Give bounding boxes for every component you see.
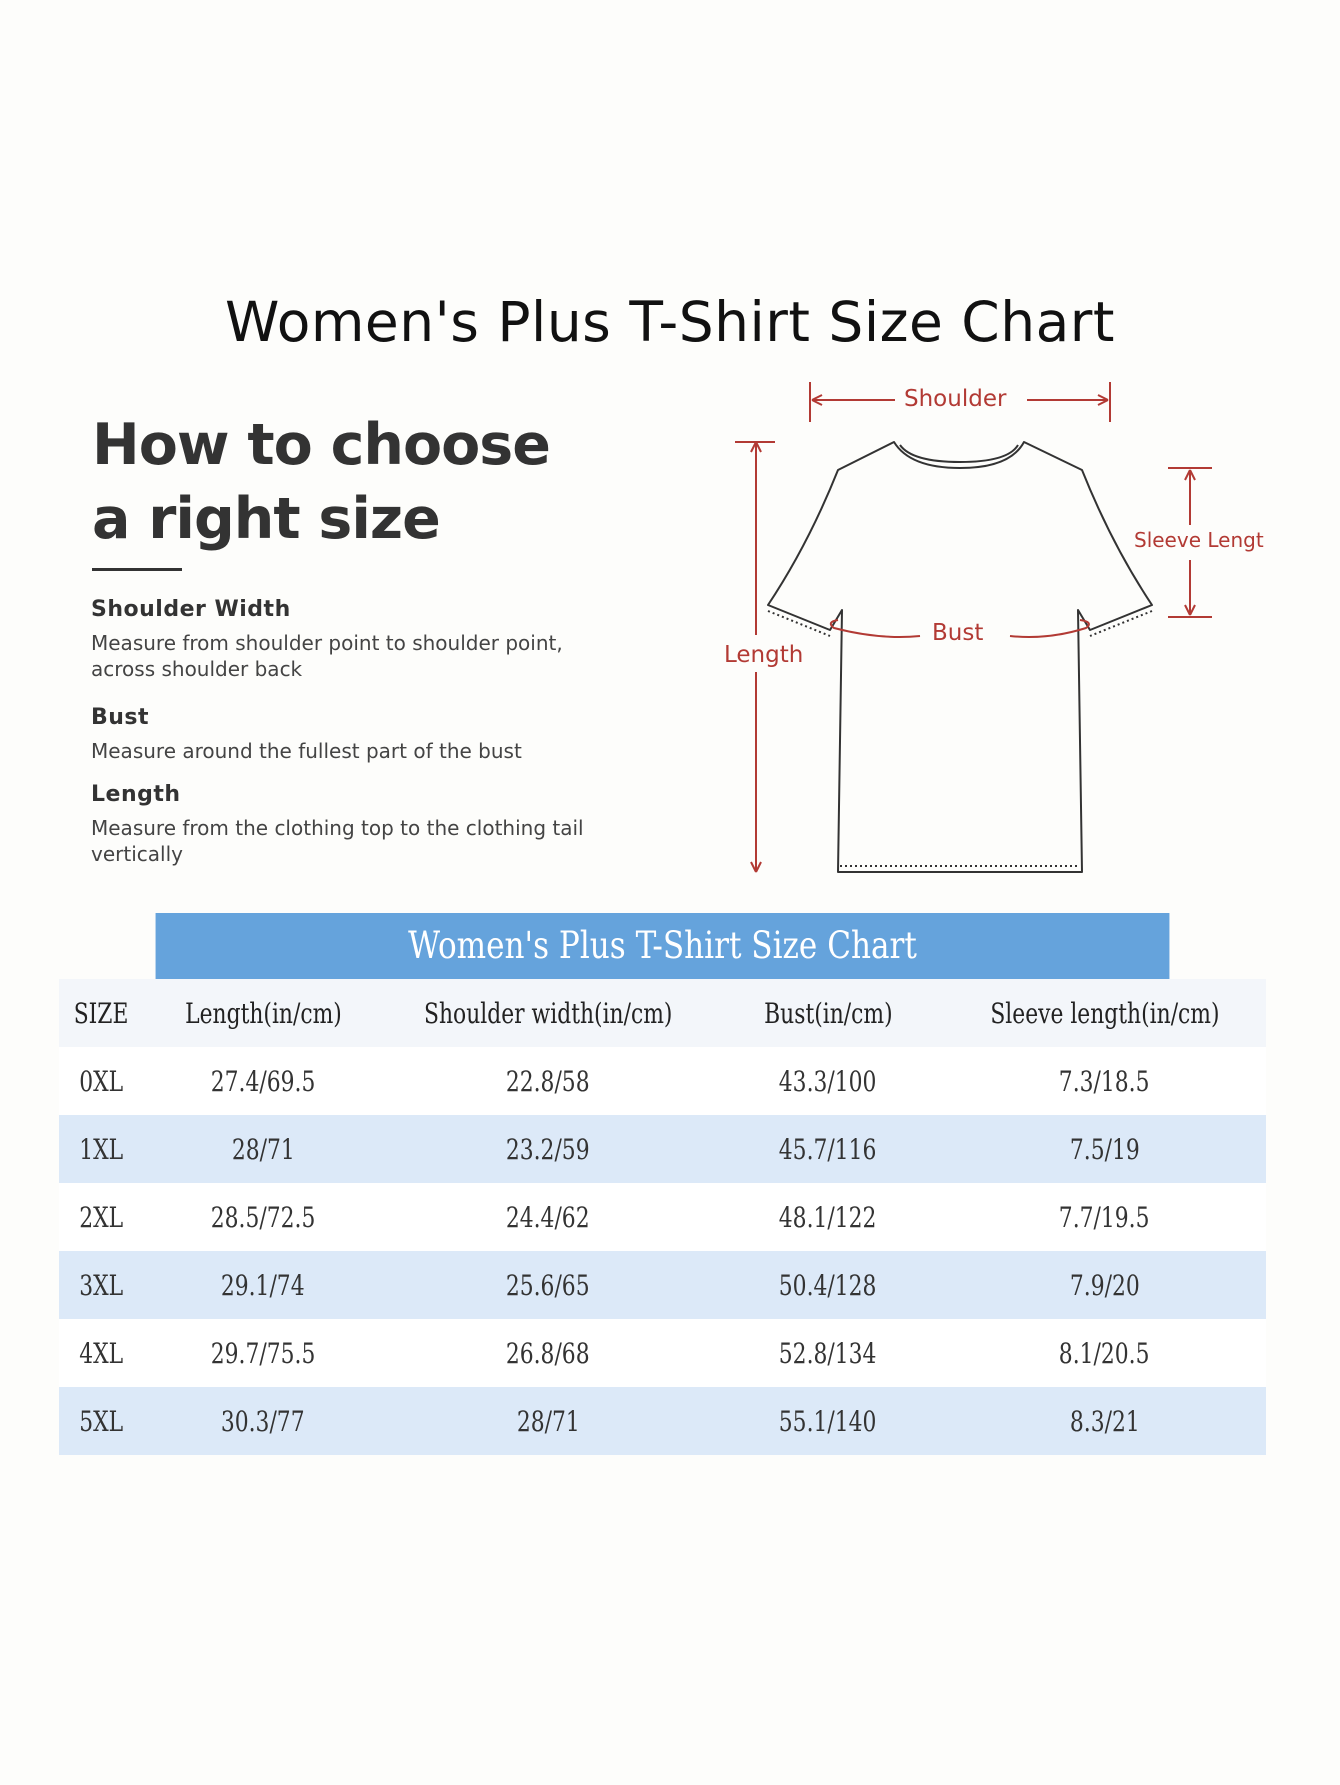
length-label: Length	[720, 644, 807, 667]
shoulder-label: Shoulder	[900, 388, 1010, 411]
guide-description: Measure from the clothing top to the clothing tail vertically	[91, 816, 584, 866]
table-cell-size: 3XL	[59, 1251, 143, 1319]
table-cell-size: 5XL	[59, 1387, 143, 1455]
guide-item-bust	[91, 705, 631, 764]
table-cell-bust: 43.3/100	[713, 1047, 943, 1115]
table-cell-bust: 50.4/128	[713, 1251, 943, 1319]
table-cell-bust: 52.8/134	[713, 1319, 943, 1387]
table-row	[59, 1115, 1266, 1183]
sleeve-length-label: Sleeve Lengt	[1130, 530, 1268, 550]
table-cell-shoulder: 23.2/59	[383, 1115, 713, 1183]
column-header-bust: Bust(in/cm)	[713, 979, 943, 1047]
table-row	[59, 1047, 1266, 1115]
table-cell-sleeve: 7.7/19.5	[943, 1183, 1266, 1251]
table-caption: Women's Plus T-Shirt Size Chart	[156, 913, 1170, 979]
table-cell-size: 0XL	[59, 1047, 143, 1115]
table-cell-size: 2XL	[59, 1183, 143, 1251]
table-cell-shoulder: 26.8/68	[383, 1319, 713, 1387]
guide-item-shoulder-width	[91, 597, 631, 682]
guide-heading-line-1: How to choose	[92, 412, 550, 478]
guide-term: Bust	[91, 705, 150, 730]
column-header-sleeve-length: Sleeve length(in/cm)	[943, 979, 1266, 1047]
column-header-shoulder-width: Shoulder width(in/cm)	[383, 979, 713, 1047]
table-cell-bust: 45.7/116	[713, 1115, 943, 1183]
table-cell-length: 27.4/69.5	[143, 1047, 383, 1115]
table-cell-shoulder: 24.4/62	[383, 1183, 713, 1251]
table-cell-sleeve: 8.1/20.5	[943, 1319, 1266, 1387]
size-table	[59, 913, 1266, 1455]
guide-heading-line-2: a right size	[92, 486, 440, 552]
table-cell-bust: 55.1/140	[713, 1387, 943, 1455]
table-cell-length: 30.3/77	[143, 1387, 383, 1455]
column-header-length: Length(in/cm)	[143, 979, 383, 1047]
table-cell-shoulder: 28/71	[383, 1387, 713, 1455]
table-cell-sleeve: 7.3/18.5	[943, 1047, 1266, 1115]
guide-item-length	[91, 782, 631, 867]
table-row	[59, 1387, 1266, 1455]
table-cell-size: 1XL	[59, 1115, 143, 1183]
guide-description: Measure around the fullest part of the bust	[91, 739, 522, 763]
table-cell-length: 28.5/72.5	[143, 1183, 383, 1251]
table-cell-sleeve: 8.3/21	[943, 1387, 1266, 1455]
table-row	[59, 1183, 1266, 1251]
table-cell-shoulder: 22.8/58	[383, 1047, 713, 1115]
tshirt-outline	[768, 442, 1152, 872]
table-row	[59, 1319, 1266, 1387]
column-header-size: SIZE	[59, 979, 143, 1047]
bust-label: Bust	[928, 622, 987, 645]
table-header-row	[59, 979, 1266, 1047]
guide-term: Shoulder Width	[91, 597, 291, 622]
table-cell-length: 29.1/74	[143, 1251, 383, 1319]
table-cell-bust: 48.1/122	[713, 1183, 943, 1251]
page-title: Women's Plus T-Shirt Size Chart	[225, 290, 1115, 354]
table-cell-length: 28/71	[143, 1115, 383, 1183]
table-cell-length: 29.7/75.5	[143, 1319, 383, 1387]
table-cell-size: 4XL	[59, 1319, 143, 1387]
guide-term: Length	[91, 782, 181, 807]
table-cell-sleeve: 7.5/19	[943, 1115, 1266, 1183]
table-cell-sleeve: 7.9/20	[943, 1251, 1266, 1319]
guide-heading	[92, 408, 550, 556]
table-row	[59, 1251, 1266, 1319]
guide-divider	[92, 568, 182, 571]
guide-description: Measure from shoulder point to shoulder point, across shoulder back	[91, 631, 563, 681]
table-cell-shoulder: 25.6/65	[383, 1251, 713, 1319]
